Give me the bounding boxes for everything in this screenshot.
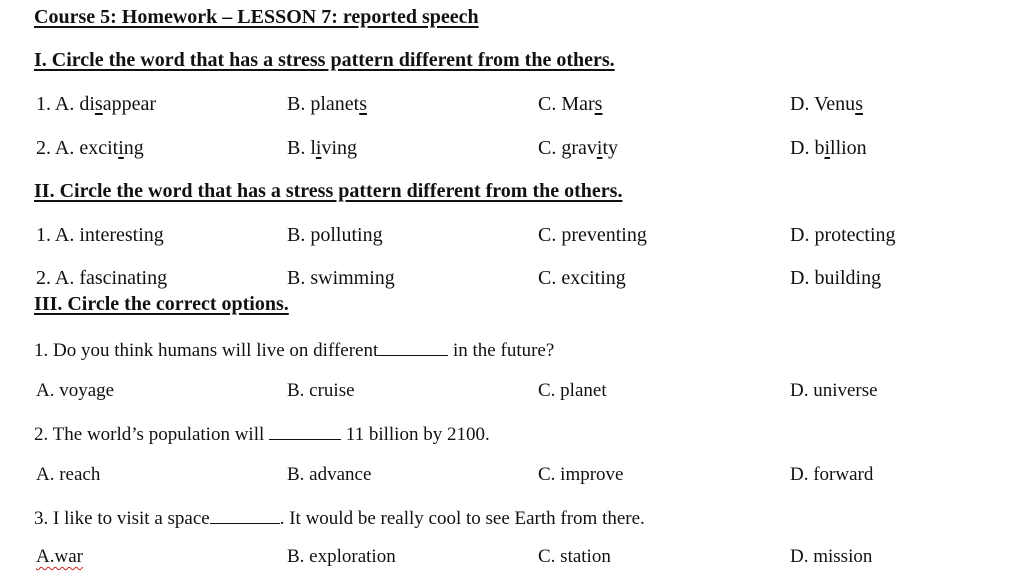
section-2-question-1	[0, 221, 1024, 249]
option-c: C. station	[538, 546, 611, 567]
answer-blank	[378, 335, 448, 356]
option-a: A. reach	[36, 464, 101, 485]
section-3-question-1-options	[0, 377, 1024, 405]
option-a: 2. A. fascinating	[36, 267, 168, 289]
option-b: B. advance	[287, 464, 372, 485]
option-a: 1. A. interesting	[36, 224, 164, 246]
option-b: B. polluting	[287, 224, 383, 246]
option-c: C. Mars	[538, 93, 603, 115]
option-b: B. planets	[287, 93, 368, 115]
section-2-question-2	[0, 264, 1024, 292]
option-b: B. cruise	[287, 380, 355, 401]
option-a: A.war	[36, 546, 83, 567]
section-3-heading: III. Circle the correct options.	[34, 293, 289, 315]
section-3-question-2	[0, 419, 1024, 447]
question-text: 3. I like to visit a space . It would be really cool to see Earth from there.	[34, 503, 645, 533]
option-b: B. exploration	[287, 546, 396, 567]
option-a: 1. A. disappear	[36, 93, 156, 115]
option-c: C. planet	[538, 380, 607, 401]
option-d: D. universe	[790, 380, 878, 401]
option-a: 2. A. exciting	[36, 137, 144, 159]
section-3-question-3	[0, 503, 1024, 531]
option-b: B. living	[287, 137, 358, 159]
option-d: D. forward	[790, 464, 874, 485]
option-d: D. mission	[790, 546, 873, 567]
page-title: Course 5: Homework – LESSON 7: reported speech	[34, 6, 479, 28]
question-text: 1. Do you think humans will live on different in the future?	[34, 335, 554, 365]
option-d: D. protecting	[790, 224, 896, 246]
answer-blank	[210, 503, 280, 524]
option-b: B. swimming	[287, 267, 395, 289]
option-d: D. billion	[790, 137, 867, 159]
section-2-heading: II. Circle the word that has a stress pattern different from the others.	[34, 180, 623, 202]
option-c: C. gravity	[538, 137, 619, 159]
option-c: C. preventing	[538, 224, 647, 246]
section-1-heading: I. Circle the word that has a stress pattern different from the others.	[34, 49, 615, 71]
section-1-question-1	[0, 90, 1024, 118]
question-text: 2. The world’s population will 11 billion by 2100.	[34, 419, 490, 449]
section-3-question-3-options	[0, 543, 1024, 571]
section-1-question-2	[0, 134, 1024, 162]
option-c: C. exciting	[538, 267, 626, 289]
option-c: C. improve	[538, 464, 624, 485]
option-d: D. Venus	[790, 93, 863, 115]
section-3-question-1	[0, 335, 1024, 363]
option-a: A. voyage	[36, 380, 115, 401]
section-3-question-2-options	[0, 461, 1024, 489]
option-d: D. building	[790, 267, 882, 289]
answer-blank	[269, 419, 341, 440]
